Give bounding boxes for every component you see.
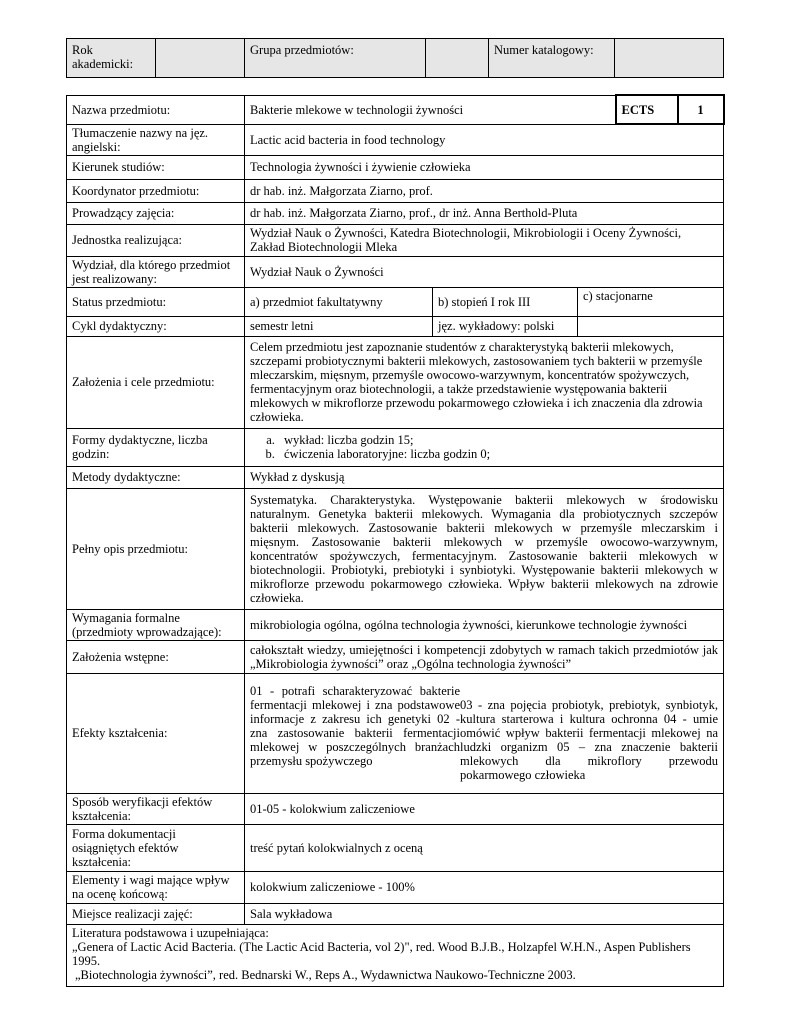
wydzial-value: Wydział Nauk o Żywności <box>245 256 724 287</box>
dokumentacja-value: treść pytań kolokwialnych z oceną <box>245 824 724 871</box>
literatura-label: Literatura podstawowa i uzupełniająca: <box>72 925 269 940</box>
status-b: b) stopień I rok III <box>433 287 578 316</box>
kierunek-label: Kierunek studiów: <box>67 155 245 179</box>
cykl-empty <box>578 316 724 336</box>
formy-item-wyklad: a. wykład: liczba godzin 15; <box>278 433 718 447</box>
nazwa-label: Nazwa przedmiotu: <box>67 95 245 124</box>
metody-label: Metody dydaktyczne: <box>67 466 245 488</box>
status-c: c) stacjonarne <box>578 287 724 316</box>
zalozenia-value: Celem przedmiotu jest zapoznanie studentów z charakterystyką bakterii mlekowych, szczepami probiotycznymi bakterii mlekowych, zastosowaniem tych bakterii w przemyśle mleczarskim, mięsnym, przemyśle owocowo-warzywnym, koncentratów spożywczych, fermentacyjnym oraz biotechnologii, a także przedstawienie występowania bakterii mlekowych w mikroflorze przewodu pokarmowego człowieka i ich znaczenia dla zdrowia człowieka. <box>245 336 724 428</box>
weryfikacja-label: Sposób weryfikacji efektów kształcenia: <box>67 793 245 824</box>
opis-label: Pełny opis przedmiotu: <box>67 488 245 609</box>
formy-item-cwiczenia: b. ćwiczenia laboratoryjne: liczba godzin 0; <box>278 447 718 461</box>
elementy-value: kolokwium zaliczeniowe - 100% <box>245 871 724 903</box>
wstepne-label: Założenia wstępne: <box>67 640 245 673</box>
prowadzacy-value: dr hab. inż. Małgorzata Ziarno, prof., dr inż. Anna Berthold-Pluta <box>245 202 724 224</box>
efekty-columns <box>250 684 718 782</box>
course-table <box>66 94 725 987</box>
status-a: a) przedmiot fakultatywny <box>245 287 433 316</box>
ects-value: 1 <box>678 95 724 124</box>
efekty-label: Efekty kształcenia: <box>67 673 245 793</box>
status-label: Status przedmiotu: <box>67 287 245 316</box>
prowadzacy-label: Prowadzący zajęcia: <box>67 202 245 224</box>
tlumaczenie-value: Lactic acid bacteria in food technology <box>245 124 724 155</box>
cykl-value: semestr letni <box>245 316 433 336</box>
efekty-right: 03 - zna pojęcia probiotyk, prebiotyk, synbiotyk, kultura starterowa i kultura ochronna 04 - umie omówić wpływ bakterii fermentacji mlekowej na ludzki organizm 05 – zna znaczenie bakterii mlekowych dla mikroflory przewodu pokarmowego człowieka <box>460 698 719 782</box>
elementy-label: Elementy i wagi mające wpływ na ocenę końcową: <box>67 871 245 903</box>
wstepne-value: całokształt wiedzy, umiejętności i kompetencji zdobytych w ramach takich przedmiotów jak „Mikrobiologia żywności” oraz „Ogólna technologia żywności” <box>245 640 724 673</box>
literatura-cell <box>67 924 724 986</box>
tlumaczenie-label: Tłumaczenie nazwy na jęz. angielski: <box>67 124 245 155</box>
cykl-label: Cykl dydaktyczny: <box>67 316 245 336</box>
wydzial-label: Wydział, dla którego przedmiot jest realizowany: <box>67 256 245 287</box>
formy-list <box>250 433 718 461</box>
grupa-przedmiotow-value[interactable] <box>426 39 489 78</box>
formy-label: Formy dydaktyczne, liczba godzin: <box>67 428 245 466</box>
wymagania-value: mikrobiologia ogólna, ogólna technologia żywności, kierunkowe technologie żywności <box>245 609 724 640</box>
nazwa-value: Bakterie mlekowe w technologii żywności <box>245 95 616 124</box>
koordynator-label: Koordynator przedmiotu: <box>67 179 245 202</box>
metody-value: Wykład z dyskusją <box>245 466 724 488</box>
ects-label: ECTS <box>616 95 678 124</box>
literatura-item-1: „Genera of Lactic Acid Bacteria. (The Lactic Acid Bacteria, vol 2)", red. Wood B.J.B., Holzapfel W.H.N., Aspen Publishers 1995. <box>72 939 691 968</box>
miejsce-label: Miejsce realizacji zajęć: <box>67 903 245 924</box>
rok-akademicki-value[interactable] <box>156 39 245 78</box>
jednostka-value: Wydział Nauk o Żywności, Katedra Biotechnologii, Mikrobiologii i Oceny Żywności, Zakład Biotechnologii Mleka <box>245 224 724 256</box>
efekty-left: 01 - potrafi scharakteryzować bakterie fermentacji mlekowej i zna podstawowe informacje z zakresu ich genetyki 02 - zna zastosowanie bakterii fermentacji mlekowej w poszczególnych branżach przemysłu spożywczego <box>250 684 460 768</box>
koordynator-value: dr hab. inż. Małgorzata Ziarno, prof. <box>245 179 724 202</box>
kierunek-value: Technologia żywności i żywienie człowieka <box>245 155 724 179</box>
header-table <box>66 38 724 78</box>
jednostka-label: Jednostka realizująca: <box>67 224 245 256</box>
literatura-item-2: „Biotechnologia żywności”, red. Bednarski W., Reps A., Wydawnictwa Naukowo-Techniczne 2003. <box>75 967 576 982</box>
weryfikacja-value: 01-05 - kolokwium zaliczeniowe <box>245 793 724 824</box>
wymagania-label: Wymagania formalne (przedmioty wprowadzające): <box>67 609 245 640</box>
numer-katalogowy-label: Numer katalogowy: <box>489 39 615 78</box>
numer-katalogowy-value[interactable] <box>615 39 724 78</box>
efekty-value <box>245 673 724 793</box>
jezyk-value: jęz. wykładowy: polski <box>433 316 578 336</box>
zalozenia-label: Założenia i cele przedmiotu: <box>67 336 245 428</box>
grupa-przedmiotow-label: Grupa przedmiotów: <box>245 39 426 78</box>
opis-value: Systematyka. Charakterystyka. Występowanie bakterii mlekowych w środowisku naturalnym. Genetyka bakterii mlekowych. Wymagania dla probiotycznych szczepów bakterii mlekowych. Zastosowanie bakterii mlekowych w przemyśle mleczarskim i mięsnym. Zastosowanie bakterii mlekowych w przemyśle owocowo-warzywnym, koncentratów spożywczych, fermentacyjnym. Zastosowanie bakterii mlekowych w biotechnologii. Probiotyki, prebiotyki i synbiotyki. Występowanie bakterii mlekowych w mikroflorze przewodu pokarmowego człowieka. Wpływ bakterii mlekowych na zdrowie człowieka. <box>245 488 724 609</box>
formy-value <box>245 428 724 466</box>
rok-akademicki-label: Rok akademicki: <box>67 39 156 78</box>
dokumentacja-label: Forma dokumentacji osiągniętych efektów kształcenia: <box>67 824 245 871</box>
miejsce-value: Sala wykładowa <box>245 903 724 924</box>
